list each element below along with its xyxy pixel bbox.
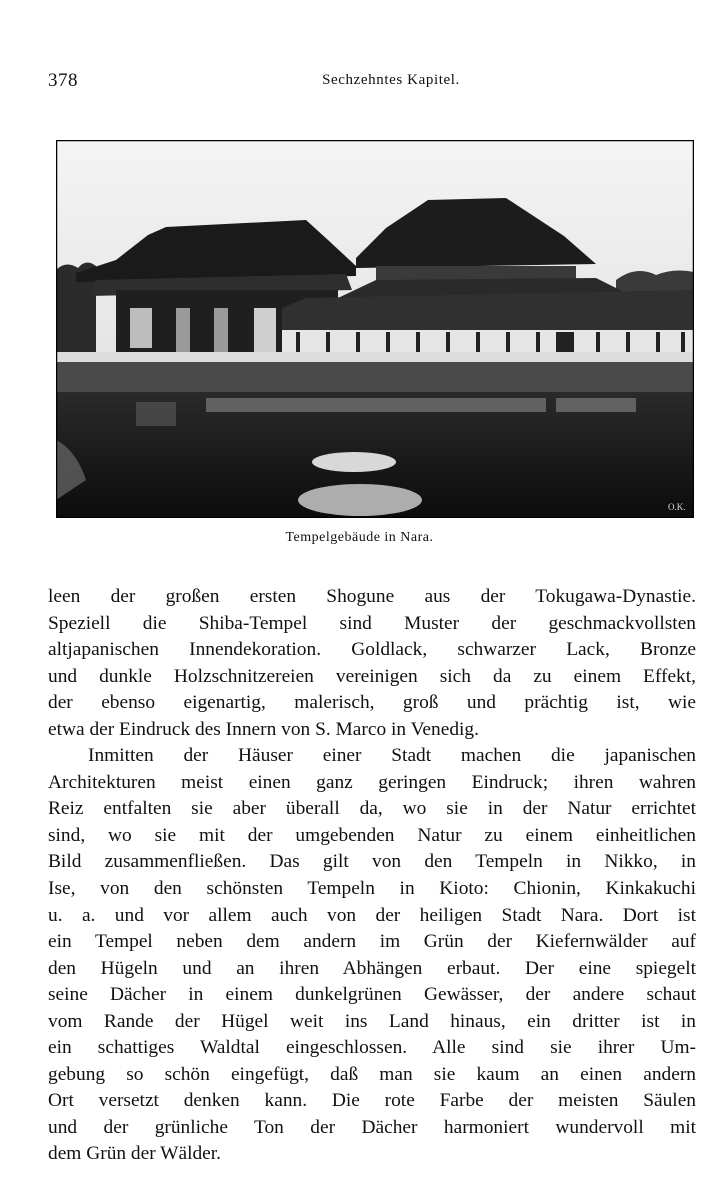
text-line: etwa der Eindruck des Innern von S. Marco in Venedig. (48, 718, 479, 740)
text-line: und der grünliche Ton der Dächer harmoniert wundervoll mit (48, 1116, 696, 1138)
text-line: gebung so schön eingefügt, daß man sie kaum an einen andern (48, 1063, 696, 1085)
figure-caption: Tempelgebäude in Nara. (285, 530, 434, 545)
text-line: Architekturen meist einen ganz geringen Eindruck; ihren wahren (48, 771, 696, 793)
page-header (48, 70, 698, 96)
text-line: u. a. und vor allem auch von der heiligen Stadt Nara. Dort ist (48, 904, 696, 926)
text-line: den Hügeln und an ihren Abhängen erbaut. Der eine spiegelt (48, 957, 696, 979)
body-text (48, 584, 696, 1168)
text-line: sind, wo sie mit der umgebenden Natur zu einem einheitlichen (48, 824, 696, 846)
text-line: und dunkle Holzschnitzereien vereinigen sich da zu einem Effekt, (48, 665, 696, 687)
running-title: Sechzehntes Kapitel. (322, 72, 460, 88)
temple-photograph (56, 140, 694, 518)
text-line: Speziell die Shiba-Tempel sind Muster der geschmackvollsten (48, 612, 696, 634)
text-line: Inmitten der Häuser einer Stadt machen die japanischen (88, 745, 696, 767)
photo-signature: O.K. (668, 502, 686, 512)
text-line: vom Rande der Hügel weit ins Land hinaus, ein dritter ist in (48, 1010, 696, 1032)
text-line: der ebenso eigenartig, malerisch, groß und prächtig ist, wie (48, 692, 696, 714)
text-line: ein schattiges Waldtal eingeschlossen. Alle sind sie ihrer Um- (48, 1037, 696, 1059)
text-line: altjapanischen Innendekoration. Goldlack, schwarzer Lack, Bronze (48, 639, 696, 661)
paragraph-1 (48, 584, 696, 743)
page-number: 378 (48, 70, 78, 91)
text-line: seine Dächer in einem dunkelgrünen Gewässer, der andere schaut (48, 984, 696, 1006)
text-line: Ort versetzt denken kann. Die rote Farbe der meisten Säulen (48, 1090, 696, 1112)
paragraph-2 (48, 743, 696, 1168)
text-line: ein Tempel neben dem andern im Grün der Kiefernwälder auf (48, 931, 696, 953)
text-line: Bild zusammenfließen. Das gilt von den Tempeln in Nikko, in (48, 851, 696, 873)
text-line: leen der großen ersten Shogune aus der Tokugawa-Dynastie. (48, 586, 696, 607)
text-line: Ise, von den schönsten Tempeln in Kioto: Chionin, Kinkakuchi (48, 878, 696, 900)
text-line: dem Grün der Wälder. (48, 1143, 222, 1165)
text-line: Reiz entfalten sie aber überall da, wo sie in der Natur errichtet (48, 798, 696, 820)
